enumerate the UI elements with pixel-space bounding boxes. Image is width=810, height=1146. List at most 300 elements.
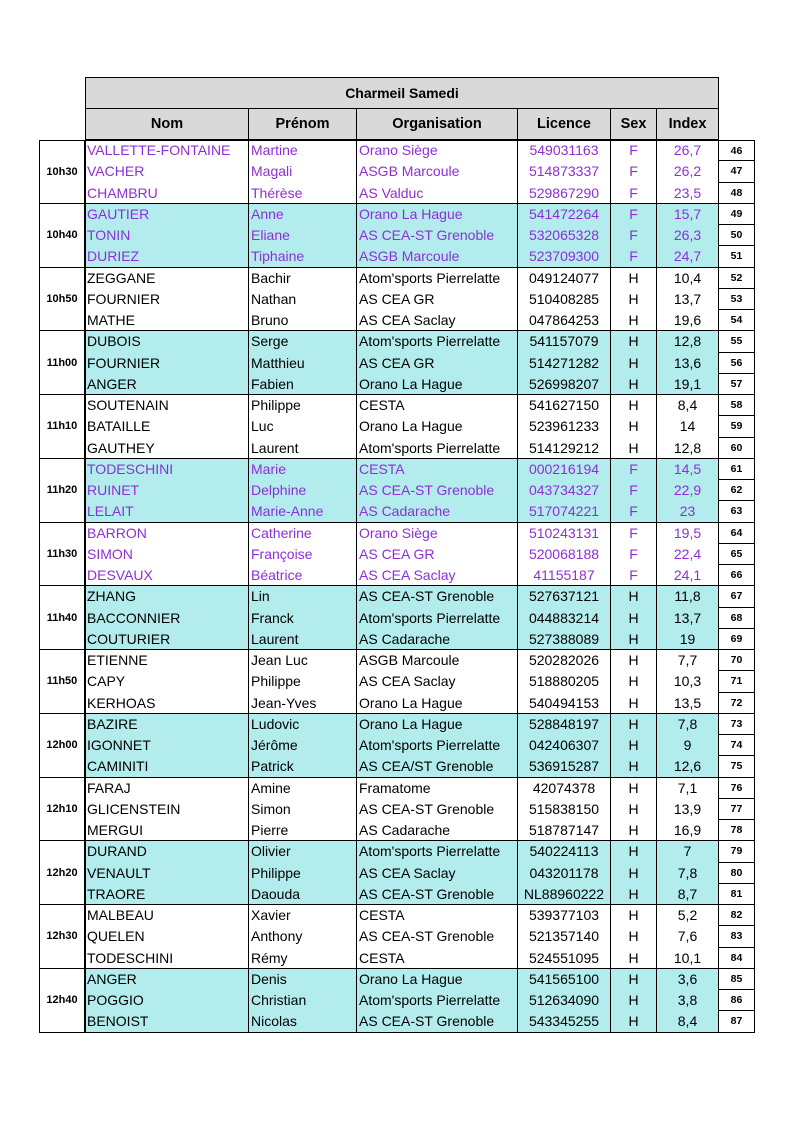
cell-sex: H: [611, 756, 657, 777]
cell-organisation: Framatome: [357, 778, 518, 799]
cell-prenom: Ludovic: [249, 714, 357, 735]
cell-organisation: AS CEA GR: [357, 544, 518, 565]
row-number: 63: [719, 501, 755, 522]
cell-organisation: Atom'sports Pierrelatte: [357, 841, 518, 862]
cell-index: 5,2: [657, 905, 719, 926]
cell-index: 11,8: [657, 586, 719, 607]
table-row: [0, 480, 810, 501]
cell-organisation: ASGB Marcoule: [357, 246, 518, 267]
cell-index: 8,4: [657, 395, 719, 416]
cell-sex: H: [611, 629, 657, 650]
cell-nom: TODESCHINI: [85, 459, 249, 480]
table-row: [0, 586, 810, 607]
cell-prenom: Marie-Anne: [249, 501, 357, 522]
cell-prenom: Laurent: [249, 438, 357, 459]
cell-sex: H: [611, 586, 657, 607]
cell-prenom: Laurent: [249, 629, 357, 650]
cell-organisation: AS CEA-ST Grenoble: [357, 926, 518, 947]
header-index: Index: [657, 108, 719, 140]
cell-prenom: Pierre: [249, 820, 357, 841]
cell-nom: CHAMBRU: [85, 183, 249, 204]
cell-index: 10,4: [657, 268, 719, 289]
cell-licence: 515838150: [518, 799, 611, 820]
cell-organisation: Atom'sports Pierrelatte: [357, 990, 518, 1011]
row-number: 57: [719, 374, 755, 395]
cell-sex: H: [611, 969, 657, 990]
cell-index: 10,3: [657, 671, 719, 692]
cell-organisation: CESTA: [357, 459, 518, 480]
cell-index: 7,6: [657, 926, 719, 947]
table-row: [0, 310, 810, 331]
row-number: 64: [719, 523, 755, 544]
cell-nom: GAUTHEY: [85, 438, 249, 459]
cell-licence: NL88960222: [518, 884, 611, 905]
cell-index: 12,8: [657, 438, 719, 459]
row-number: 71: [719, 671, 755, 692]
tee-time-label: 12h40: [39, 969, 85, 1033]
cell-organisation: AS Cadarache: [357, 629, 518, 650]
cell-sex: H: [611, 714, 657, 735]
cell-sex: F: [611, 140, 657, 161]
row-number: 81: [719, 884, 755, 905]
header-licence: Licence: [518, 108, 611, 140]
row-number: 65: [719, 544, 755, 565]
cell-index: 8,4: [657, 1011, 719, 1032]
cell-nom: MALBEAU: [85, 905, 249, 926]
cell-index: 13,5: [657, 693, 719, 714]
row-number: 48: [719, 183, 755, 204]
cell-prenom: Martine: [249, 140, 357, 161]
row-number: 59: [719, 416, 755, 437]
cell-organisation: Orano Siège: [357, 523, 518, 544]
cell-licence: 510243131: [518, 523, 611, 544]
cell-sex: H: [611, 331, 657, 352]
row-number: 52: [719, 268, 755, 289]
row-number: 46: [719, 140, 755, 161]
cell-prenom: Catherine: [249, 523, 357, 544]
cell-sex: H: [611, 268, 657, 289]
cell-licence: 049124077: [518, 268, 611, 289]
cell-prenom: Matthieu: [249, 353, 357, 374]
cell-index: 24,1: [657, 565, 719, 586]
cell-nom: VALLETTE-FONTAINE: [85, 140, 249, 161]
cell-nom: FARAJ: [85, 778, 249, 799]
cell-nom: COUTURIER: [85, 629, 249, 650]
cell-nom: VENAULT: [85, 863, 249, 884]
row-number: 79: [719, 841, 755, 862]
cell-prenom: Lin: [249, 586, 357, 607]
table-row: [0, 969, 810, 990]
cell-index: 26,3: [657, 225, 719, 246]
cell-index: 13,9: [657, 799, 719, 820]
cell-licence: 532065328: [518, 225, 611, 246]
cell-index: 7,1: [657, 778, 719, 799]
cell-organisation: CESTA: [357, 948, 518, 969]
cell-organisation: AS CEA GR: [357, 289, 518, 310]
cell-licence: 527388089: [518, 629, 611, 650]
table-row: [0, 501, 810, 522]
cell-organisation: Orano La Hague: [357, 416, 518, 437]
cell-organisation: CESTA: [357, 905, 518, 926]
cell-nom: GLICENSTEIN: [85, 799, 249, 820]
cell-index: 16,9: [657, 820, 719, 841]
cell-index: 7,8: [657, 863, 719, 884]
cell-sex: F: [611, 501, 657, 522]
cell-sex: H: [611, 650, 657, 671]
cell-sex: F: [611, 480, 657, 501]
cell-organisation: AS CEA Saclay: [357, 671, 518, 692]
cell-organisation: ASGB Marcoule: [357, 161, 518, 182]
cell-sex: F: [611, 246, 657, 267]
cell-licence: 526998207: [518, 374, 611, 395]
table-row: [0, 395, 810, 416]
cell-licence: 044883214: [518, 608, 611, 629]
row-number: 53: [719, 289, 755, 310]
table-row: [0, 416, 810, 437]
cell-licence: 41155187: [518, 565, 611, 586]
cell-nom: ZHANG: [85, 586, 249, 607]
cell-index: 7,8: [657, 714, 719, 735]
cell-prenom: Simon: [249, 799, 357, 820]
row-number: 50: [719, 225, 755, 246]
row-number: 70: [719, 650, 755, 671]
cell-index: 22,9: [657, 480, 719, 501]
cell-prenom: Bruno: [249, 310, 357, 331]
table-row: [0, 799, 810, 820]
cell-nom: DUBOIS: [85, 331, 249, 352]
table-row: [0, 289, 810, 310]
cell-sex: H: [611, 310, 657, 331]
cell-nom: ETIENNE: [85, 650, 249, 671]
cell-prenom: Thérèse: [249, 183, 357, 204]
cell-sex: H: [611, 438, 657, 459]
cell-sex: H: [611, 799, 657, 820]
cell-organisation: AS Cadarache: [357, 820, 518, 841]
cell-organisation: AS CEA/ST Grenoble: [357, 756, 518, 777]
table-row: [0, 735, 810, 756]
cell-nom: IGONNET: [85, 735, 249, 756]
row-number: 54: [719, 310, 755, 331]
cell-index: 3,8: [657, 990, 719, 1011]
row-number: 73: [719, 714, 755, 735]
cell-prenom: Fabien: [249, 374, 357, 395]
table-row: [0, 884, 810, 905]
cell-index: 19,5: [657, 523, 719, 544]
cell-prenom: Tiphaine: [249, 246, 357, 267]
cell-nom: SIMON: [85, 544, 249, 565]
cell-nom: BARRON: [85, 523, 249, 544]
cell-index: 19,6: [657, 310, 719, 331]
table-row: [0, 565, 810, 586]
row-number: 49: [719, 204, 755, 225]
cell-nom: DURAND: [85, 841, 249, 862]
cell-licence: 541627150: [518, 395, 611, 416]
cell-prenom: Delphine: [249, 480, 357, 501]
row-number: 66: [719, 565, 755, 586]
tee-time-label: 10h50: [39, 268, 85, 332]
table-row: [0, 820, 810, 841]
cell-sex: H: [611, 608, 657, 629]
header-prenom: Prénom: [249, 108, 357, 140]
cell-licence: 528848197: [518, 714, 611, 735]
header-organisation: Organisation: [357, 108, 518, 140]
row-number: 62: [719, 480, 755, 501]
cell-prenom: Nicolas: [249, 1011, 357, 1032]
row-number: 77: [719, 799, 755, 820]
row-number: 69: [719, 629, 755, 650]
cell-nom: DURIEZ: [85, 246, 249, 267]
cell-index: 8,7: [657, 884, 719, 905]
cell-nom: DESVAUX: [85, 565, 249, 586]
cell-organisation: AS CEA Saclay: [357, 565, 518, 586]
table-row: [0, 544, 810, 565]
cell-sex: H: [611, 884, 657, 905]
cell-index: 13,7: [657, 608, 719, 629]
row-number: 75: [719, 756, 755, 777]
cell-organisation: AS CEA-ST Grenoble: [357, 799, 518, 820]
tee-time-label: 10h30: [39, 140, 85, 204]
tee-time-label: 12h10: [39, 778, 85, 842]
cell-sex: H: [611, 948, 657, 969]
tee-time-label: 11h10: [39, 395, 85, 459]
cell-nom: ZEGGANE: [85, 268, 249, 289]
cell-licence: 541472264: [518, 204, 611, 225]
cell-sex: H: [611, 374, 657, 395]
table-row: [0, 608, 810, 629]
cell-sex: H: [611, 416, 657, 437]
row-number: 82: [719, 905, 755, 926]
cell-index: 12,8: [657, 331, 719, 352]
sheet-title: Charmeil Samedi: [85, 77, 719, 109]
cell-index: 7,7: [657, 650, 719, 671]
cell-sex: F: [611, 183, 657, 204]
header-sex: Sex: [611, 108, 657, 140]
cell-prenom: Xavier: [249, 905, 357, 926]
row-number: 85: [719, 969, 755, 990]
cell-index: 23: [657, 501, 719, 522]
cell-index: 10,1: [657, 948, 719, 969]
cell-prenom: Béatrice: [249, 565, 357, 586]
table-row: [0, 1011, 810, 1032]
table-row: [0, 204, 810, 225]
cell-index: 3,6: [657, 969, 719, 990]
cell-prenom: Eliane: [249, 225, 357, 246]
cell-organisation: AS CEA-ST Grenoble: [357, 480, 518, 501]
row-number: 56: [719, 353, 755, 374]
cell-organisation: AS CEA-ST Grenoble: [357, 1011, 518, 1032]
table-row: [0, 225, 810, 246]
cell-nom: CAMINITI: [85, 756, 249, 777]
cell-prenom: Philippe: [249, 863, 357, 884]
cell-prenom: Nathan: [249, 289, 357, 310]
row-number: 67: [719, 586, 755, 607]
cell-organisation: Orano La Hague: [357, 714, 518, 735]
cell-organisation: Atom'sports Pierrelatte: [357, 268, 518, 289]
cell-sex: H: [611, 353, 657, 374]
tee-time-label: 11h50: [39, 650, 85, 714]
cell-licence: 520068188: [518, 544, 611, 565]
cell-licence: 514873337: [518, 161, 611, 182]
cell-nom: BACCONNIER: [85, 608, 249, 629]
cell-prenom: Luc: [249, 416, 357, 437]
table-row: [0, 523, 810, 544]
cell-index: 14: [657, 416, 719, 437]
cell-sex: H: [611, 735, 657, 756]
cell-nom: KERHOAS: [85, 693, 249, 714]
cell-prenom: Patrick: [249, 756, 357, 777]
cell-sex: H: [611, 905, 657, 926]
cell-nom: BENOIST: [85, 1011, 249, 1032]
cell-index: 12,6: [657, 756, 719, 777]
header-nom: Nom: [85, 108, 249, 140]
tee-time-label: 12h00: [39, 714, 85, 778]
cell-licence: 521357140: [518, 926, 611, 947]
cell-organisation: AS CEA-ST Grenoble: [357, 586, 518, 607]
cell-sex: H: [611, 671, 657, 692]
tee-time-label: 11h30: [39, 523, 85, 587]
cell-nom: BATAILLE: [85, 416, 249, 437]
cell-index: 24,7: [657, 246, 719, 267]
cell-licence: 549031163: [518, 140, 611, 161]
cell-index: 13,6: [657, 353, 719, 374]
cell-prenom: Philippe: [249, 671, 357, 692]
cell-sex: F: [611, 459, 657, 480]
table-row: [0, 756, 810, 777]
row-number: 51: [719, 246, 755, 267]
cell-prenom: Françoise: [249, 544, 357, 565]
cell-licence: 523709300: [518, 246, 611, 267]
cell-organisation: AS Valduc: [357, 183, 518, 204]
cell-nom: POGGIO: [85, 990, 249, 1011]
cell-licence: 529867290: [518, 183, 611, 204]
cell-sex: F: [611, 523, 657, 544]
tee-time-label: 12h20: [39, 841, 85, 905]
cell-organisation: AS CEA-ST Grenoble: [357, 884, 518, 905]
cell-sex: H: [611, 778, 657, 799]
cell-prenom: Jean Luc: [249, 650, 357, 671]
cell-licence: 541565100: [518, 969, 611, 990]
row-number: 78: [719, 820, 755, 841]
table-row: [0, 246, 810, 267]
cell-prenom: Olivier: [249, 841, 357, 862]
cell-organisation: Orano La Hague: [357, 693, 518, 714]
cell-nom: LELAIT: [85, 501, 249, 522]
cell-licence: 520282026: [518, 650, 611, 671]
cell-index: 15,7: [657, 204, 719, 225]
cell-licence: 518880205: [518, 671, 611, 692]
cell-prenom: Anthony: [249, 926, 357, 947]
table-row: [0, 650, 810, 671]
cell-prenom: Bachir: [249, 268, 357, 289]
cell-licence: 540494153: [518, 693, 611, 714]
cell-organisation: Atom'sports Pierrelatte: [357, 331, 518, 352]
cell-prenom: Anne: [249, 204, 357, 225]
cell-licence: 514129212: [518, 438, 611, 459]
cell-organisation: CESTA: [357, 395, 518, 416]
cell-sex: F: [611, 565, 657, 586]
cell-sex: F: [611, 204, 657, 225]
cell-index: 13,7: [657, 289, 719, 310]
cell-organisation: AS CEA-ST Grenoble: [357, 225, 518, 246]
cell-nom: ANGER: [85, 969, 249, 990]
cell-sex: H: [611, 841, 657, 862]
row-number: 87: [719, 1011, 755, 1032]
cell-licence: 000216194: [518, 459, 611, 480]
cell-organisation: AS CEA GR: [357, 353, 518, 374]
cell-nom: FOURNIER: [85, 289, 249, 310]
cell-index: 14,5: [657, 459, 719, 480]
cell-organisation: Orano La Hague: [357, 204, 518, 225]
table-row: [0, 990, 810, 1011]
cell-licence: 543345255: [518, 1011, 611, 1032]
cell-nom: TRAORE: [85, 884, 249, 905]
table-row: [0, 183, 810, 204]
table-row: [0, 459, 810, 480]
cell-licence: 527637121: [518, 586, 611, 607]
cell-nom: TODESCHINI: [85, 948, 249, 969]
table-row: [0, 714, 810, 735]
tee-time-label: 11h20: [39, 459, 85, 523]
cell-sex: H: [611, 926, 657, 947]
cell-nom: MERGUI: [85, 820, 249, 841]
row-number: 72: [719, 693, 755, 714]
cell-licence: 541157079: [518, 331, 611, 352]
row-number: 68: [719, 608, 755, 629]
table-row: [0, 841, 810, 862]
table-row: [0, 778, 810, 799]
cell-licence: 043734327: [518, 480, 611, 501]
cell-nom: QUELEN: [85, 926, 249, 947]
cell-organisation: AS Cadarache: [357, 501, 518, 522]
cell-prenom: Rémy: [249, 948, 357, 969]
table-row: [0, 374, 810, 395]
cell-nom: CAPY: [85, 671, 249, 692]
cell-organisation: Atom'sports Pierrelatte: [357, 438, 518, 459]
tee-time-label: 11h00: [39, 331, 85, 395]
cell-licence: 518787147: [518, 820, 611, 841]
cell-licence: 047864253: [518, 310, 611, 331]
cell-licence: 510408285: [518, 289, 611, 310]
cell-nom: TONIN: [85, 225, 249, 246]
cell-prenom: Jérôme: [249, 735, 357, 756]
cell-sex: H: [611, 693, 657, 714]
cell-prenom: Marie: [249, 459, 357, 480]
table-row: [0, 268, 810, 289]
cell-index: 9: [657, 735, 719, 756]
cell-organisation: ASGB Marcoule: [357, 650, 518, 671]
cell-sex: H: [611, 395, 657, 416]
cell-prenom: Magali: [249, 161, 357, 182]
row-number: 58: [719, 395, 755, 416]
row-number: 86: [719, 990, 755, 1011]
table-row: [0, 353, 810, 374]
cell-licence: 540224113: [518, 841, 611, 862]
cell-nom: MATHE: [85, 310, 249, 331]
row-number: 83: [719, 926, 755, 947]
cell-nom: ANGER: [85, 374, 249, 395]
table-row: [0, 629, 810, 650]
cell-prenom: Christian: [249, 990, 357, 1011]
table-row: [0, 948, 810, 969]
cell-licence: 043201178: [518, 863, 611, 884]
cell-sex: H: [611, 863, 657, 884]
tee-time-label: 11h40: [39, 586, 85, 650]
cell-prenom: Amine: [249, 778, 357, 799]
cell-sex: F: [611, 161, 657, 182]
row-number: 84: [719, 948, 755, 969]
cell-sex: F: [611, 225, 657, 246]
cell-organisation: Atom'sports Pierrelatte: [357, 608, 518, 629]
